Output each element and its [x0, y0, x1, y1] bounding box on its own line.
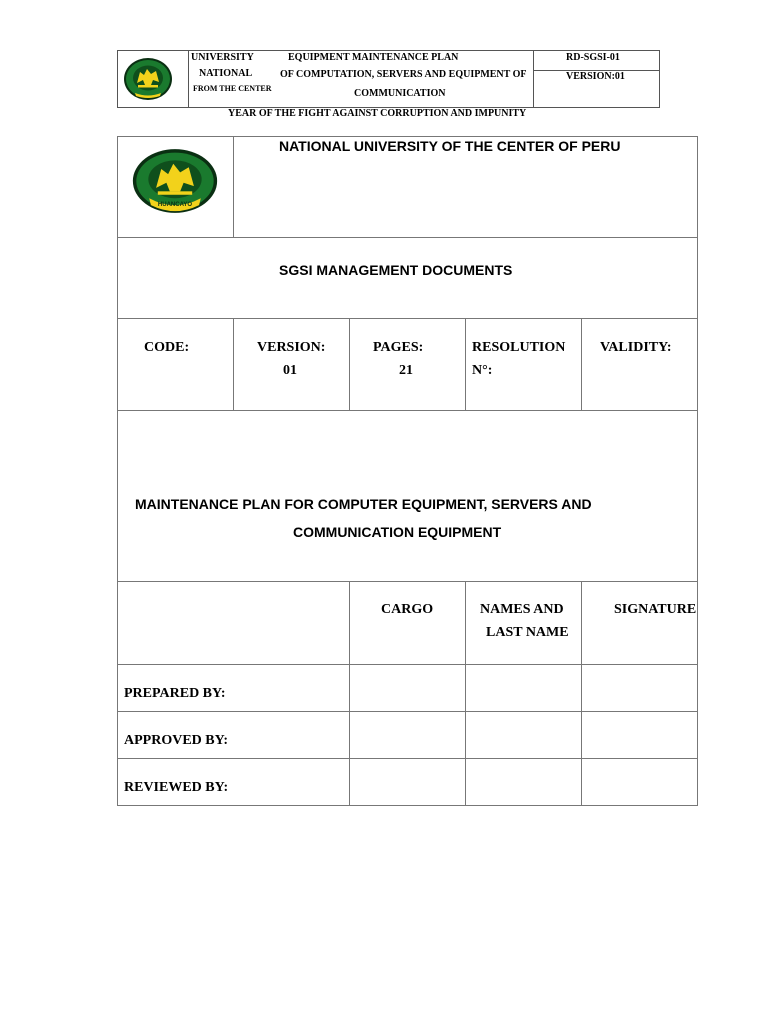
- header-university-line1: UNIVERSITY: [191, 52, 254, 63]
- row-divider: [117, 237, 698, 238]
- names-header-line2: LAST NAME: [486, 625, 569, 640]
- header-plan-line1: EQUIPMENT MAINTENANCE PLAN: [288, 52, 459, 63]
- header-plan-line2: OF COMPUTATION, SERVERS AND EQUIPMENT OF: [280, 69, 527, 80]
- row-divider: [117, 410, 698, 411]
- logo-bottom-text: HUANCAYO: [157, 201, 193, 208]
- resolution-number-label: N°:: [472, 363, 493, 378]
- header-code: RD-SGSI-01: [566, 52, 620, 63]
- version-value: 01: [283, 363, 297, 378]
- pages-label: PAGES:: [373, 340, 424, 355]
- main-document-table: [117, 136, 698, 806]
- header-divider: [533, 51, 534, 107]
- university-name: NATIONAL UNIVERSITY OF THE CENTER OF PERU: [279, 138, 621, 154]
- validity-label: VALIDITY:: [600, 340, 672, 355]
- pages-value: 21: [399, 363, 413, 378]
- row-divider: [117, 758, 698, 759]
- row-divider: [117, 318, 698, 319]
- col-divider: [349, 581, 350, 806]
- col-divider: [465, 581, 466, 806]
- signature-header: SIGNATURE: [614, 602, 697, 617]
- col-divider: [581, 318, 582, 410]
- approved-by-label: APPROVED BY:: [124, 733, 229, 748]
- section-title: SGSI MANAGEMENT DOCUMENTS: [279, 262, 513, 278]
- header-university-line2: NATIONAL: [199, 68, 253, 79]
- row-divider: [117, 664, 698, 665]
- names-header-line1: NAMES AND: [480, 602, 564, 617]
- row-divider: [117, 711, 698, 712]
- col-divider: [233, 136, 234, 237]
- prepared-by-label: PREPARED BY:: [124, 686, 226, 701]
- header-university-line3: FROM THE CENTER: [193, 84, 272, 93]
- year-motto: YEAR OF THE FIGHT AGAINST CORRUPTION AND IMPUNITY: [228, 108, 527, 119]
- col-divider: [465, 318, 466, 410]
- resolution-label: RESOLUTION: [472, 340, 566, 355]
- reviewed-by-label: REVIEWED BY:: [124, 780, 229, 795]
- university-logo-small: [123, 57, 173, 101]
- document-title-line2: COMMUNICATION EQUIPMENT: [293, 524, 502, 540]
- col-divider: [233, 318, 234, 410]
- code-label: CODE:: [144, 340, 190, 355]
- header-divider: [188, 51, 189, 107]
- header-plan-line3: COMMUNICATION: [354, 88, 446, 99]
- header-table: [117, 50, 660, 108]
- document-title-line1: MAINTENANCE PLAN FOR COMPUTER EQUIPMENT, SERVERS AND: [135, 496, 592, 512]
- col-divider: [581, 581, 582, 806]
- cargo-header: CARGO: [381, 602, 434, 617]
- university-logo: [132, 148, 218, 214]
- version-label: VERSION:: [257, 340, 326, 355]
- col-divider: [349, 318, 350, 410]
- row-divider: [117, 581, 698, 582]
- header-version: VERSION:01: [566, 71, 625, 82]
